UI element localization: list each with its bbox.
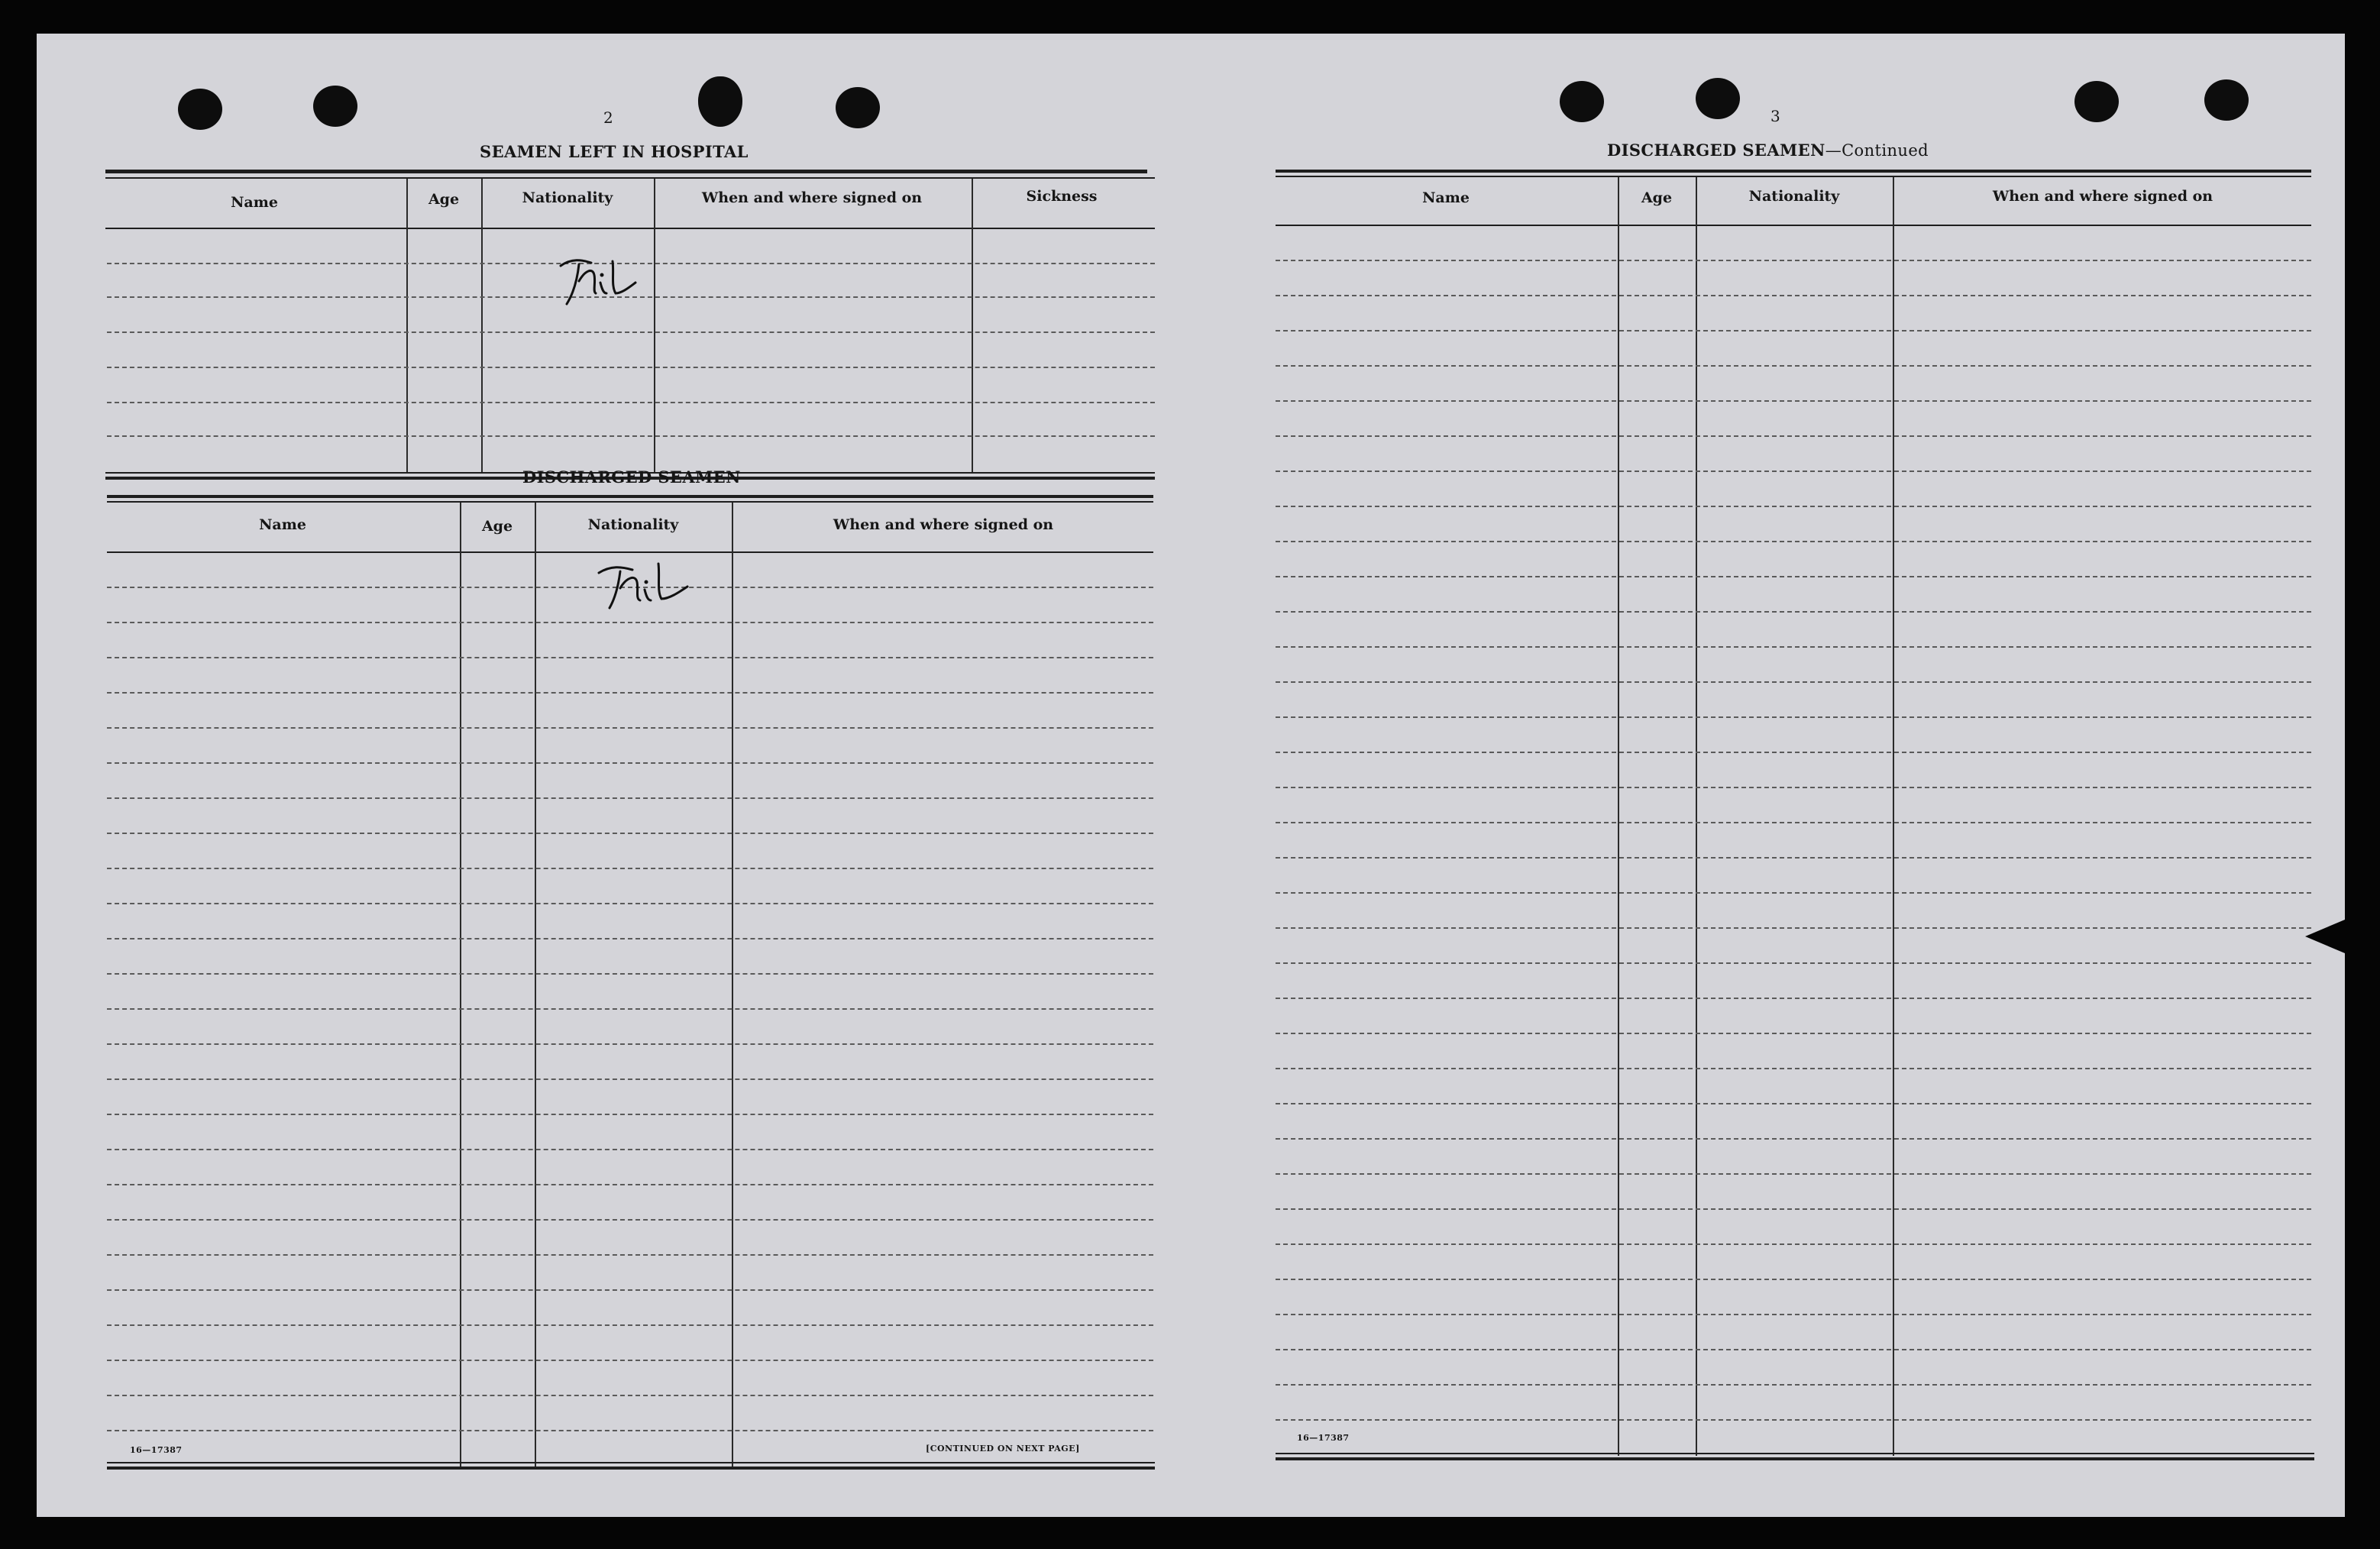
- punch-hole: [2074, 81, 2119, 122]
- table-row: [1276, 962, 2311, 964]
- right-col-signed-on: When and where signed on: [1992, 188, 2213, 205]
- hospital-col-name: Name: [231, 194, 278, 211]
- right-header-rule: [1276, 225, 2311, 226]
- discharged-header-rule: [107, 551, 1153, 553]
- table-row: [1276, 400, 2311, 402]
- right-col-nationality: Nationality: [1748, 188, 1840, 205]
- table-row: [1276, 365, 2311, 367]
- hospital-header-rule: [105, 228, 1155, 229]
- discharged-top-rule-thin: [107, 501, 1153, 503]
- hospital-col-divider: [481, 179, 483, 474]
- table-row: [107, 402, 1155, 403]
- handwritten-nil-hospital: [556, 255, 640, 309]
- table-row: [1276, 1243, 2311, 1245]
- page-number-left: 2: [603, 108, 613, 127]
- table-row: [107, 1078, 1153, 1080]
- discharged-bottom-rule: [107, 1462, 1155, 1463]
- hospital-col-divider: [654, 179, 655, 474]
- discharged-top-rule: [107, 495, 1153, 498]
- form-number-left: 16—17387: [130, 1445, 183, 1455]
- table-row: [107, 1008, 1153, 1010]
- discharged-col-name: Name: [259, 516, 306, 533]
- table-row: [1276, 716, 2311, 718]
- discharged-section-title: DISCHARGED SEAMEN: [522, 467, 741, 487]
- page-number-right: 3: [1770, 107, 1780, 125]
- paper-edge-notch: [2305, 920, 2345, 953]
- hospital-col-divider: [972, 179, 973, 474]
- right-col-name: Name: [1422, 189, 1470, 206]
- table-row: [107, 903, 1153, 904]
- discharged-col-divider: [460, 503, 461, 1467]
- hospital-col-sickness: Sickness: [1026, 188, 1098, 205]
- table-row: [1276, 892, 2311, 894]
- table-row: [1276, 787, 2311, 788]
- table-row: [1276, 576, 2311, 577]
- table-row: [1276, 1349, 2311, 1350]
- table-row: [107, 622, 1153, 623]
- discharged-bottom-rule-thick: [107, 1467, 1155, 1470]
- table-row: [1276, 646, 2311, 648]
- table-row: [107, 868, 1153, 869]
- table-row: [1276, 506, 2311, 507]
- discharged-col-divider: [732, 503, 733, 1467]
- table-row: [1276, 541, 2311, 542]
- punch-hole: [1696, 78, 1740, 119]
- discharged-col-nationality: Nationality: [587, 516, 679, 533]
- table-row: [107, 797, 1153, 799]
- table-row: [1276, 330, 2311, 331]
- table-row: [1276, 1033, 2311, 1034]
- right-top-rule-thin: [1276, 176, 2311, 177]
- table-row: [1276, 822, 2311, 823]
- table-row: [1276, 752, 2311, 753]
- table-row: [107, 657, 1153, 658]
- table-row: [1276, 1138, 2311, 1140]
- right-bottom-rule-thick: [1276, 1457, 2314, 1460]
- punch-hole: [178, 89, 222, 130]
- table-row: [1276, 1419, 2311, 1421]
- table-row: [107, 1043, 1153, 1045]
- hospital-col-nationality: Nationality: [522, 189, 613, 206]
- table-row: [1276, 435, 2311, 437]
- handwritten-nil-hospital-text: Nil: [556, 255, 558, 256]
- table-row: [1276, 1068, 2311, 1069]
- table-row: [1276, 1384, 2311, 1386]
- table-row: [107, 331, 1155, 333]
- table-row: [1276, 1208, 2311, 1210]
- table-row: [107, 1324, 1153, 1326]
- right-top-rule: [1276, 170, 2311, 173]
- hospital-top-rule-thin: [105, 177, 1155, 179]
- table-row: [1276, 1314, 2311, 1315]
- continued-note: [CONTINUED ON NEXT PAGE]: [926, 1444, 1080, 1454]
- table-row: [107, 1430, 1153, 1431]
- table-row: [107, 1184, 1153, 1185]
- table-row: [107, 1254, 1153, 1256]
- right-section-title-main: DISCHARGED SEAMEN: [1607, 141, 1825, 160]
- table-row: [1276, 681, 2311, 683]
- punch-hole: [836, 87, 880, 128]
- table-row: [107, 762, 1153, 764]
- table-row: [1276, 1173, 2311, 1175]
- table-row: [107, 1149, 1153, 1150]
- table-row: [1276, 471, 2311, 472]
- right-section-title-suffix: —Continued: [1825, 141, 1929, 160]
- table-row: [107, 435, 1155, 437]
- right-col-age: Age: [1641, 189, 1673, 206]
- table-row: [107, 692, 1153, 694]
- table-row: [107, 973, 1153, 975]
- table-row: [1276, 998, 2311, 999]
- right-col-divider: [1893, 177, 1894, 1456]
- table-row: [107, 833, 1153, 834]
- hospital-section-title: SEAMEN LEFT IN HOSPITAL: [480, 142, 749, 161]
- hospital-col-signed-on: When and where signed on: [701, 189, 923, 206]
- punch-hole: [698, 76, 742, 127]
- hospital-col-divider: [406, 179, 408, 474]
- punch-hole: [313, 86, 357, 127]
- table-row: [107, 727, 1153, 729]
- table-row: [1276, 260, 2311, 261]
- document-sheet: [37, 34, 2345, 1517]
- table-row: [1276, 927, 2311, 929]
- handwritten-nil-discharged: [594, 559, 694, 613]
- discharged-col-signed-on: When and where signed on: [833, 516, 1054, 533]
- right-section-title: [1607, 141, 1929, 160]
- punch-hole: [1560, 81, 1604, 122]
- discharged-col-age: Age: [481, 518, 513, 535]
- form-number-right: 16—17387: [1297, 1433, 1350, 1443]
- right-col-divider: [1618, 177, 1619, 1456]
- table-row: [107, 1289, 1153, 1291]
- table-row: [107, 1219, 1153, 1221]
- table-row: [107, 367, 1155, 368]
- hospital-col-age: Age: [428, 191, 460, 208]
- handwritten-nil-discharged-text: Nil: [594, 559, 596, 560]
- table-row: [107, 938, 1153, 939]
- table-row: [107, 1114, 1153, 1115]
- table-row: [1276, 857, 2311, 859]
- right-col-divider: [1696, 177, 1697, 1456]
- table-row: [1276, 295, 2311, 296]
- right-bottom-rule: [1276, 1453, 2314, 1454]
- table-row: [1276, 611, 2311, 613]
- punch-hole: [2204, 79, 2249, 121]
- table-row: [1276, 1279, 2311, 1280]
- hospital-top-rule: [105, 170, 1147, 173]
- table-row: [107, 1360, 1153, 1361]
- table-row: [1276, 1103, 2311, 1104]
- table-row: [107, 1395, 1153, 1396]
- discharged-col-divider: [535, 503, 536, 1467]
